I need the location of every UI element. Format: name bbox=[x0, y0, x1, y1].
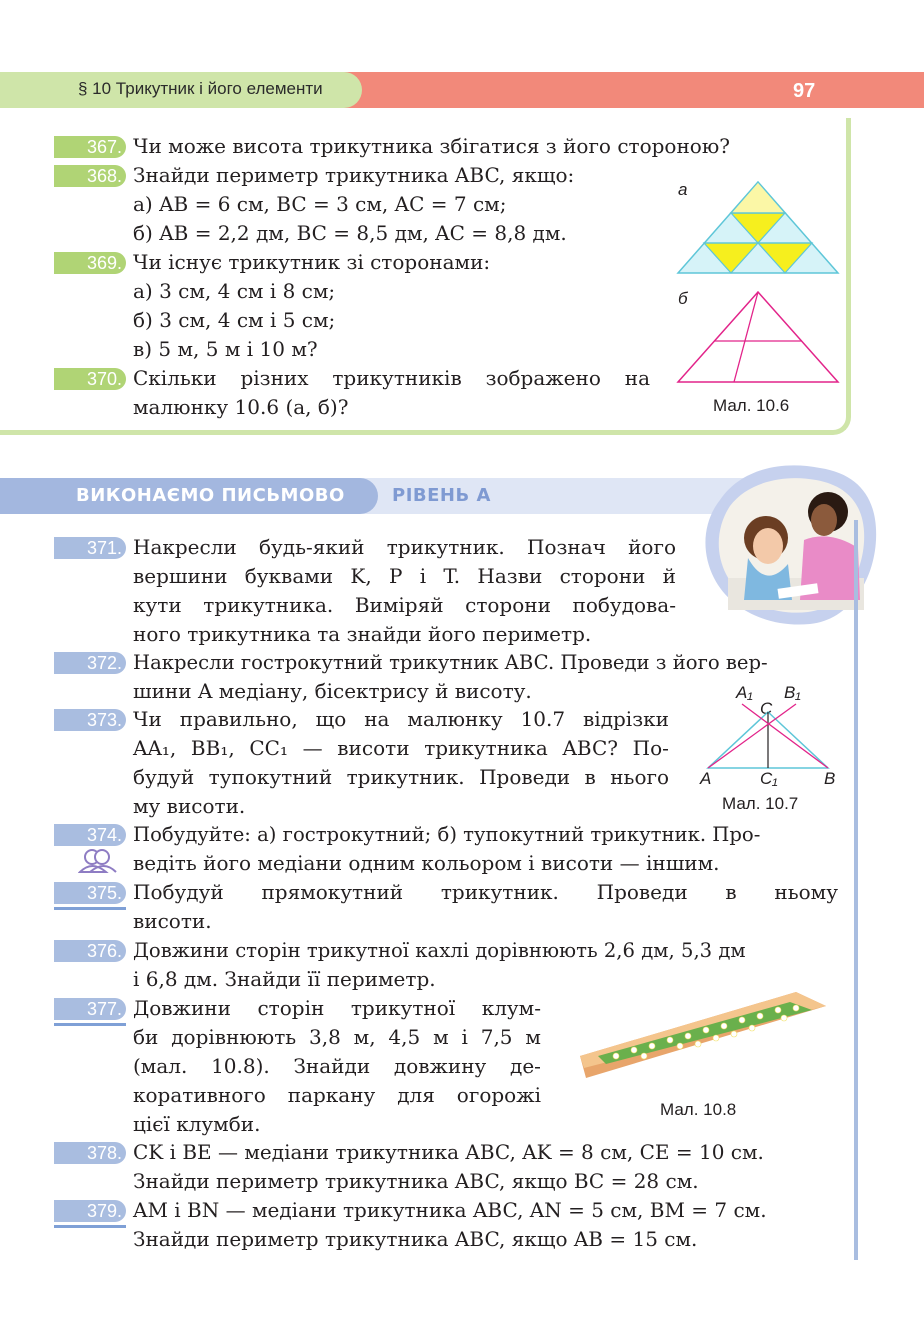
problem-text: Скільки різних трикутників зображено на bbox=[133, 366, 650, 390]
problem-text: б) AB = 2,2 дм, BC = 8,5 дм, AC = 8,8 дм. bbox=[133, 221, 567, 245]
problem-text: коративного паркану для огорожі bbox=[133, 1083, 541, 1107]
problem-number: 368. bbox=[54, 165, 126, 187]
problem-text: му висоти. bbox=[133, 794, 246, 818]
problem-text: вершини буквами K, P і T. Назви сторони й bbox=[133, 564, 676, 588]
flowerbed-illustration bbox=[576, 986, 832, 1082]
header-bar bbox=[340, 72, 924, 108]
problem-text: Довжини сторін трикутної кахлі дорівнюють 2,6 дм, 5,3 дм bbox=[133, 939, 746, 962]
problem-text: шини A медіану, бісектрису й висоту. bbox=[133, 679, 532, 703]
problem-text: кути трикутника. Виміряй сторони побудова- bbox=[133, 593, 676, 617]
triangle-figure-a bbox=[676, 178, 840, 278]
problem-text: Довжини сторін трикутної клум- bbox=[133, 996, 541, 1020]
section-title: § 10 Трикутник і його елементи bbox=[78, 79, 323, 98]
problem-number: 372. bbox=[54, 652, 126, 674]
problem-number: 378. bbox=[54, 1142, 126, 1164]
problem-text: Чи правильно, що на малюнку 10.7 відрізки bbox=[133, 707, 669, 731]
figure-label-b: б bbox=[678, 289, 688, 308]
problem-number: 374. bbox=[54, 824, 126, 846]
problem-text: би дорівнюють 3,8 м, 4,5 м і 7,5 м bbox=[133, 1025, 541, 1049]
level-heading: РІВЕНЬ А bbox=[392, 485, 491, 506]
problem-text: а) 3 см, 4 см і 8 см; bbox=[133, 279, 336, 303]
problem-text: Знайди периметр трикутника ABC, якщо AB = 15 см. bbox=[133, 1227, 698, 1251]
problem-text: будуй тупокутний трикутник. Проведи в нього bbox=[133, 765, 669, 789]
section-heading: ВИКОНАЄМО ПИСЬМОВО bbox=[76, 485, 345, 506]
students-photo-illustration bbox=[700, 460, 880, 628]
problem-text: Побудуйте: а) гострокутний; б) тупокутний трикутник. Про- bbox=[133, 823, 761, 846]
problem-number: 373. bbox=[54, 709, 126, 731]
figure-label-a: а bbox=[678, 180, 688, 199]
problem-text: AA₁, BB₁, CC₁ — висоти трикутника ABC? По- bbox=[133, 736, 669, 760]
point-label-a: A bbox=[700, 769, 712, 788]
problem-text: б) 3 см, 4 см і 5 см; bbox=[133, 308, 336, 332]
problem-text: Накресли гострокутний трикутник ABC. Проведи з його вер- bbox=[133, 651, 768, 674]
problem-text: в) 5 м, 5 м і 10 м? bbox=[133, 337, 318, 361]
point-label-c1: C₁ bbox=[760, 769, 778, 788]
problem-text: Накресли будь-який трикутник. Познач його bbox=[133, 535, 676, 559]
problem-underline bbox=[54, 1225, 126, 1228]
figure-caption: Мал. 10.7 bbox=[722, 794, 799, 813]
problem-number: 375. bbox=[54, 882, 126, 904]
problem-text: (мал. 10.8). Знайди довжину де- bbox=[133, 1054, 541, 1078]
page-number: 97 bbox=[793, 80, 816, 102]
problem-text: ведіть його медіани одним кольором і висоти — іншим. bbox=[133, 851, 720, 875]
point-label-b: B bbox=[824, 769, 836, 788]
point-label-a1: A₁ bbox=[736, 683, 753, 702]
problem-text: Знайди периметр трикутника ABC, якщо: bbox=[133, 163, 575, 187]
problem-text: а) AB = 6 см, BC = 3 см, AC = 7 см; bbox=[133, 192, 507, 216]
problem-text: Чи може висота трикутника збігатися з його стороною? bbox=[133, 134, 730, 158]
problem-number: 376. bbox=[54, 940, 126, 962]
problem-text: CK і BE — медіани трикутника ABC, AK = 8 см, CE = 10 см. bbox=[133, 1140, 764, 1164]
problem-underline bbox=[54, 1023, 126, 1026]
point-label-b1: B₁ bbox=[784, 683, 801, 702]
problem-text: Побудуй прямокутний трикутник. Проведи в ньому bbox=[133, 880, 838, 904]
problem-text: Чи існує трикутник зі сторонами: bbox=[133, 250, 491, 274]
point-label-c: C bbox=[760, 699, 773, 718]
problem-number: 370. bbox=[54, 368, 126, 390]
problem-text: AM і BN — медіани трикутника ABC, AN = 5 см, BM = 7 см. bbox=[133, 1198, 767, 1222]
problem-number: 369. bbox=[54, 252, 126, 274]
triangle-figure-10-7 bbox=[700, 700, 840, 772]
problem-underline bbox=[54, 907, 126, 910]
problem-text: висоти. bbox=[133, 909, 212, 933]
problem-text: Знайди периметр трикутника ABC, якщо BC = 28 см. bbox=[133, 1169, 699, 1193]
problem-number: 367. bbox=[54, 136, 126, 158]
figure-caption: Мал. 10.8 bbox=[660, 1100, 737, 1119]
figure-caption: Мал. 10.6 bbox=[713, 396, 790, 415]
problem-text: ного трикутника та знайди його периметр. bbox=[133, 622, 592, 646]
group-work-icon bbox=[78, 848, 118, 874]
problem-text: і 6,8 дм. Знайди її периметр. bbox=[133, 967, 436, 991]
problem-number: 377. bbox=[54, 998, 126, 1020]
problem-text: малюнку 10.6 (а, б)? bbox=[133, 395, 349, 419]
problem-text: цієї клумби. bbox=[133, 1112, 261, 1136]
problem-number: 371. bbox=[54, 537, 126, 559]
problem-number: 379. bbox=[54, 1200, 126, 1222]
triangle-figure-b bbox=[676, 288, 840, 386]
section-side-rule bbox=[854, 520, 858, 1260]
